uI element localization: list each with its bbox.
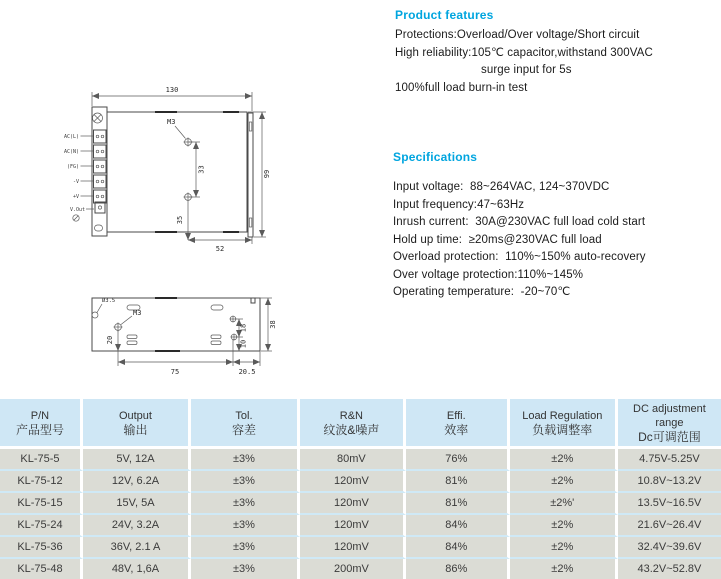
dimension-20-5 <box>233 351 260 376</box>
tol-cell: ±3% <box>191 449 300 471</box>
output-cell: 36V, 2.1 A <box>83 537 191 559</box>
effi-cell: 84% <box>406 537 510 559</box>
dim-pitch-label: 75 <box>170 368 180 376</box>
fan-screw-icon <box>93 113 103 123</box>
dimension-38 <box>256 298 277 351</box>
output-cell: 15V, 5A <box>83 493 191 515</box>
dimension-52 <box>188 237 252 253</box>
dimension-drawing-bottom <box>55 285 300 385</box>
dc-range-cell: 4.75V-5.25V <box>618 449 721 471</box>
table-row <box>0 449 721 471</box>
dimension-drawing-front <box>55 78 290 266</box>
hole-dia-label: Ø3.5 <box>102 298 116 304</box>
col-header-output: Output 输出 <box>83 399 191 449</box>
col-header-tol: Tol. 容差 <box>191 399 300 449</box>
dim-width-label: 130 <box>165 86 179 94</box>
output-cell: 12V, 6.2A <box>83 471 191 493</box>
dc-range-cell: 43.2V~52.8V <box>618 559 721 579</box>
spec-line: Inrush current: 30A@230VAC full load cold start <box>393 216 646 228</box>
dc-range-cell: 10.8V~13.2V <box>618 471 721 493</box>
dim-left-label: 20 <box>106 335 114 345</box>
terminal-label-vminus: -V <box>72 179 79 185</box>
rn-cell: 80mV <box>300 449 406 471</box>
dimension-33 <box>189 142 206 197</box>
screw-size-label: M3 <box>167 118 176 126</box>
table-row <box>0 493 721 515</box>
effi-cell: 86% <box>406 559 510 579</box>
dim-depth-label: 38 <box>269 320 277 329</box>
hole-dia-callout <box>92 297 115 318</box>
output-cell: 5V, 12A <box>83 449 191 471</box>
col-header-dc-adjustment-range: DC adjustment range Dc可调范围 <box>618 399 721 449</box>
specifications-section <box>393 150 719 302</box>
tol-cell: ±3% <box>191 471 300 493</box>
terminal-label-vplus: +V <box>72 194 79 200</box>
table-header-row <box>0 399 721 449</box>
feature-line: 100%full load burn-in test <box>395 81 528 94</box>
pn-cell: KL-75-15 <box>0 493 83 515</box>
voltage-adjust-icon <box>73 215 79 221</box>
feature-line: surge input for 5s <box>481 64 572 76</box>
dim-height-label: 99 <box>263 169 271 179</box>
pn-cell: KL-75-36 <box>0 537 83 559</box>
dim-pitch-v-label: 33 <box>197 165 206 174</box>
col-header-load-regulation: Load Regulation 负载调整率 <box>510 399 618 449</box>
dimension-18-10 <box>235 319 248 351</box>
dc-range-cell: 13.5V~16.5V <box>618 493 721 515</box>
table-row <box>0 559 721 579</box>
spec-line: Over voltage protection:110%~145% <box>393 268 584 281</box>
dc-range-cell: 32.4V~39.6V <box>618 537 721 559</box>
terminal-label-vout: V.Out <box>69 207 85 213</box>
tol-cell: ±3% <box>191 493 300 515</box>
rn-cell: 120mV <box>300 515 406 537</box>
pn-cell: KL-75-5 <box>0 449 83 471</box>
dim-pitch-h-label: 52 <box>215 245 225 253</box>
table-row <box>0 515 721 537</box>
dimension-35 <box>176 202 188 241</box>
pn-cell: KL-75-24 <box>0 515 83 537</box>
table-row <box>0 471 721 493</box>
screw-size-label: M3 <box>133 309 142 317</box>
terminal-label-acn: AC(N) <box>63 149 79 155</box>
output-cell: 48V, 1,6A <box>83 559 191 579</box>
dc-range-cell: 21.6V~26.4V <box>618 515 721 537</box>
rn-cell: 120mV <box>300 471 406 493</box>
spec-line: Input voltage: 88~264VAC, 124~370VDC <box>393 181 610 193</box>
product-features-section <box>395 8 717 97</box>
feature-line: High reliability:105℃ capacitor,withstand 300VAC <box>395 46 653 59</box>
effi-cell: 76% <box>406 449 510 471</box>
spec-line: Input frequency:47~63Hz <box>393 198 525 211</box>
load-regulation-cell: ±2%' <box>510 493 618 515</box>
product-features-title: Product features <box>395 8 494 22</box>
spec-line: Overload protection: 110%~150% auto-recovery <box>393 251 646 263</box>
pn-cell: KL-75-12 <box>0 471 83 493</box>
col-header-rn: R&N 纹波&噪声 <box>300 399 406 449</box>
rn-cell: 120mV <box>300 493 406 515</box>
dim-end-offset-label: 20.5 <box>238 368 256 376</box>
col-header-effi: Effi. 效率 <box>406 399 510 449</box>
tol-cell: ±3% <box>191 537 300 559</box>
effi-cell: 81% <box>406 471 510 493</box>
terminal-labels <box>64 134 94 221</box>
load-regulation-cell: ±2% <box>510 515 618 537</box>
terminal-label-acl: AC(L) <box>63 134 79 140</box>
effi-cell: 84% <box>406 515 510 537</box>
dim-right-lower-label: 10 <box>239 339 248 349</box>
col-header-pn: P/N 产品型号 <box>0 399 83 449</box>
tol-cell: ±3% <box>191 559 300 579</box>
terminal-label-fg: (FG) <box>66 164 79 170</box>
m3-callout <box>114 309 142 332</box>
load-regulation-cell: ±2% <box>510 559 618 579</box>
dimension-20 <box>106 331 118 367</box>
dimension-75 <box>118 340 233 376</box>
effi-cell: 81% <box>406 493 510 515</box>
dim-offset-label: 35 <box>176 215 184 225</box>
table-row <box>0 537 721 559</box>
models-spec-table <box>0 399 721 579</box>
specifications-title: Specifications <box>393 150 478 164</box>
spec-line: Hold up time: ≥20ms@230VAC full load <box>393 233 602 246</box>
dimension-130 <box>92 86 252 111</box>
load-regulation-cell: ±2% <box>510 449 618 471</box>
terminal-block <box>94 130 107 213</box>
feature-line: Protections:Overload/Over voltage/Short circuit <box>395 29 640 41</box>
case-outline <box>92 298 260 351</box>
rn-cell: 200mV <box>300 559 406 579</box>
dim-right-upper-label: 18 <box>239 323 248 333</box>
output-cell: 24V, 3.2A <box>83 515 191 537</box>
mounting-screws <box>184 138 193 202</box>
case-outline <box>92 107 253 237</box>
spec-line: Operating temperature: -20~70℃ <box>393 286 571 298</box>
m3-callout <box>167 118 186 139</box>
rn-cell: 120mV <box>300 537 406 559</box>
pn-cell: KL-75-48 <box>0 559 83 579</box>
load-regulation-cell: ±2% <box>510 537 618 559</box>
tol-cell: ±3% <box>191 515 300 537</box>
load-regulation-cell: ±2% <box>510 471 618 493</box>
